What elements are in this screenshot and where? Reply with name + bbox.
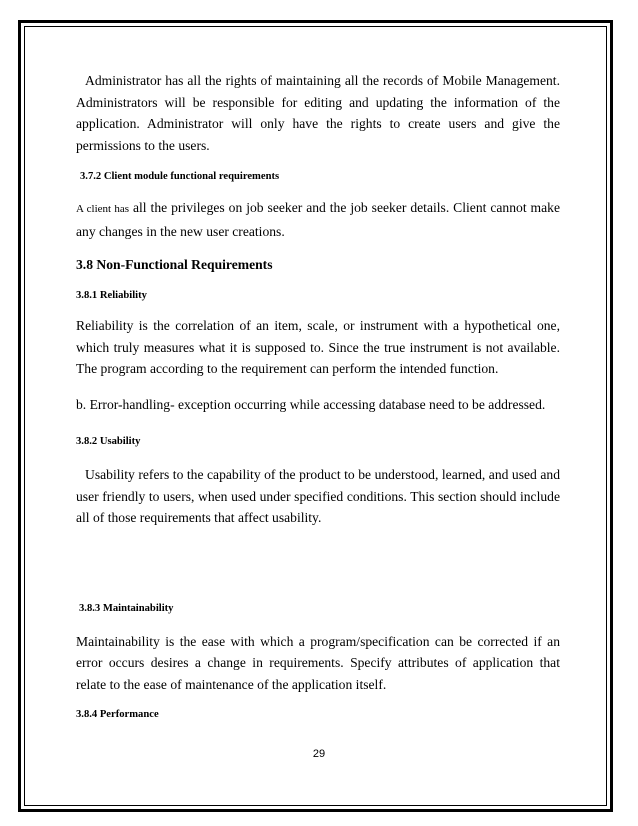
client-paragraph [76, 197, 560, 242]
error-handling-paragraph: b. Error-handling- exception occurring while accessing database need to be addressed. [76, 396, 546, 412]
administrator-paragraph: Administrator has all the rights of maintaining all the records of Mobile Management. Administrators will be responsible for editing and updating the information of the application. Administrator will only have the rights to create users and give the permissions to the users. [76, 73, 560, 153]
heading-non-functional: 3.8 Non-Functional Requirements [76, 257, 273, 272]
page-content [76, 70, 560, 720]
heading-reliability: 3.8.1 Reliability [76, 290, 147, 301]
heading-performance: 3.8.4 Performance [76, 709, 159, 720]
heading-maintainability: 3.8.3 Maintainability [79, 602, 174, 614]
client-paragraph-prefix: A client has [76, 203, 130, 215]
heading-usability: 3.8.2 Usability [76, 436, 141, 447]
page-number: 29 [312, 748, 326, 760]
maintainability-paragraph: Maintainability is the ease with which a program/specification can be corrected if an error occurs desires a change in requirements. Specify attributes of application that relate to the ease of maintenance of the application itself. [76, 633, 560, 692]
usability-paragraph: Usability refers to the capability of the product to be understood, learned, and used and user friendly to users, when used under specified conditions. This section should include all of those requirements that affect usability. [76, 467, 560, 525]
client-paragraph-rest: all the privileges on job seeker and the job seeker details. Client cannot make any changes in the new user creations. [76, 200, 560, 239]
heading-client-module: 3.7.2 Client module functional requirements [80, 171, 280, 182]
reliability-paragraph: Reliability is the correlation of an item, scale, or instrument with a hypothetical one, which truly measures what it is supposed to. Since the true instrument is not available. The program according to the requirement can perform the intended function. [76, 318, 560, 376]
